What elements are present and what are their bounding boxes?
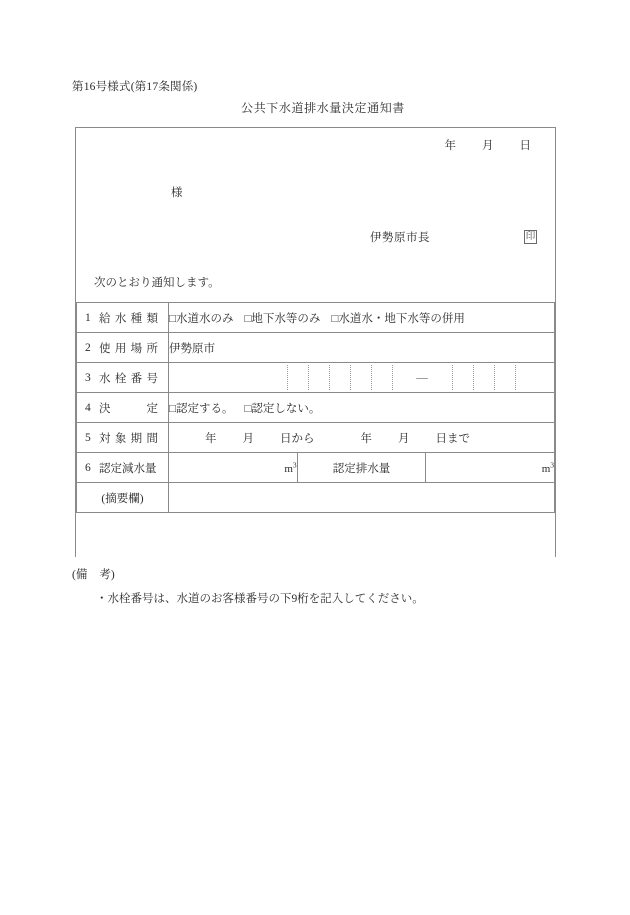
checkbox-option-groundwater-only[interactable]: □地下水等のみ bbox=[244, 312, 321, 325]
certified-discharge-label: 認定排水量 bbox=[297, 453, 426, 483]
certified-reduction-value[interactable] bbox=[169, 453, 298, 483]
seal-stamp-box: 印 bbox=[525, 232, 536, 242]
row-label-supply-type bbox=[77, 303, 169, 333]
row-label-char: 水 bbox=[114, 312, 127, 325]
footer-notes bbox=[72, 566, 424, 606]
row-number: 2 bbox=[85, 341, 91, 354]
row-label-char: 使 bbox=[99, 342, 111, 355]
table-row bbox=[77, 333, 555, 363]
row-label-char: 類 bbox=[146, 312, 158, 325]
row-number: 4 bbox=[85, 401, 91, 414]
row-number: 3 bbox=[85, 371, 91, 384]
issue-date-day-label: 日 bbox=[519, 140, 531, 152]
period-fields[interactable] bbox=[169, 430, 554, 446]
intro-text: 次のとおり通知します。 bbox=[94, 277, 220, 289]
remarks-label: (摘要欄) bbox=[77, 483, 169, 513]
row-label-char: 種 bbox=[130, 312, 143, 325]
notes-title bbox=[72, 566, 424, 582]
table-row bbox=[77, 303, 555, 333]
row-number: 5 bbox=[85, 431, 91, 444]
row-label-char: 対 bbox=[99, 432, 111, 445]
notes-title-right: 考) bbox=[99, 569, 115, 581]
issue-date-year-label: 年 bbox=[444, 140, 456, 152]
period-to-year-label: 年 bbox=[360, 432, 372, 445]
addressee-honorific: 様 bbox=[171, 187, 183, 199]
issue-date-month-label: 月 bbox=[482, 140, 494, 152]
row-value-place-of-use[interactable]: 伊勢原市 bbox=[169, 333, 555, 363]
document-title: 公共下水道排水量決定通知書 bbox=[241, 101, 405, 115]
tap-number-cells[interactable] bbox=[169, 363, 554, 392]
row-label-decision bbox=[77, 393, 169, 423]
certified-discharge-value[interactable] bbox=[426, 453, 555, 483]
row-value-tap-number[interactable] bbox=[169, 363, 555, 393]
row-label-char: 水 bbox=[99, 372, 111, 385]
period-to-day-label: 日まで bbox=[435, 432, 470, 445]
period-from-day-label: 日から bbox=[280, 432, 315, 445]
checkbox-option-approve[interactable]: □認定する。 bbox=[169, 402, 234, 415]
row-label-char: 号 bbox=[146, 372, 158, 385]
table-row bbox=[77, 453, 555, 483]
row-label-char: 場 bbox=[130, 342, 143, 355]
issue-date-line bbox=[445, 137, 532, 153]
row-label-char: 所 bbox=[146, 342, 158, 355]
unit-cubic-meter: $m^3$ bbox=[541, 460, 554, 475]
row-label-char: 番 bbox=[130, 372, 143, 385]
row-label-char: 栓 bbox=[114, 372, 127, 385]
row-label-char: 決 bbox=[99, 402, 111, 415]
row-label-char: 定 bbox=[146, 402, 158, 415]
table-row bbox=[77, 423, 555, 453]
row-number: 6 bbox=[85, 461, 91, 474]
checkbox-option-tapwater-only[interactable]: □水道水のみ bbox=[169, 312, 234, 325]
checkbox-option-reject[interactable]: □認定しない。 bbox=[244, 402, 321, 415]
period-from-year-label: 年 bbox=[205, 432, 217, 445]
row-label-text: 認定減水量 bbox=[99, 462, 157, 475]
checkbox-option-combined[interactable]: □水道水・地下水等の併用 bbox=[331, 312, 465, 325]
row-label-char: 間 bbox=[146, 432, 158, 445]
row-label-target-period bbox=[77, 423, 169, 453]
row-number: 1 bbox=[85, 311, 91, 324]
row-label-char: 給 bbox=[99, 312, 111, 325]
issuer-name: 伊勢原市長 bbox=[370, 232, 430, 244]
row-value-decision bbox=[169, 393, 555, 423]
row-label-certified-reduction bbox=[77, 453, 169, 483]
tap-number-separator: — bbox=[416, 371, 428, 384]
note-item: ・水栓番号は、水道のお客様番号の下9桁を記入してください。 bbox=[96, 593, 424, 605]
period-from-month-label: 月 bbox=[242, 432, 254, 445]
form-table bbox=[76, 302, 555, 513]
period-to-month-label: 月 bbox=[398, 432, 410, 445]
table-row bbox=[77, 483, 555, 513]
row-label-char: 期 bbox=[130, 432, 143, 445]
form-box bbox=[75, 127, 556, 557]
row-value-supply-type bbox=[169, 303, 555, 333]
issuer-line bbox=[370, 229, 537, 245]
row-label-char: 象 bbox=[114, 432, 127, 445]
table-row bbox=[77, 393, 555, 423]
row-label-char: 用 bbox=[114, 342, 127, 355]
form-header-area bbox=[76, 128, 555, 302]
unit-cubic-meter: $m^3$ bbox=[284, 460, 297, 475]
form-number: 第16号様式(第17条関係) bbox=[72, 81, 198, 93]
remarks-value[interactable] bbox=[169, 483, 555, 513]
notes-title-left: (備 bbox=[72, 569, 88, 581]
row-label-place-of-use bbox=[77, 333, 169, 363]
row-value-target-period[interactable] bbox=[169, 423, 555, 453]
table-row bbox=[77, 363, 555, 393]
row-label-tap-number bbox=[77, 363, 169, 393]
